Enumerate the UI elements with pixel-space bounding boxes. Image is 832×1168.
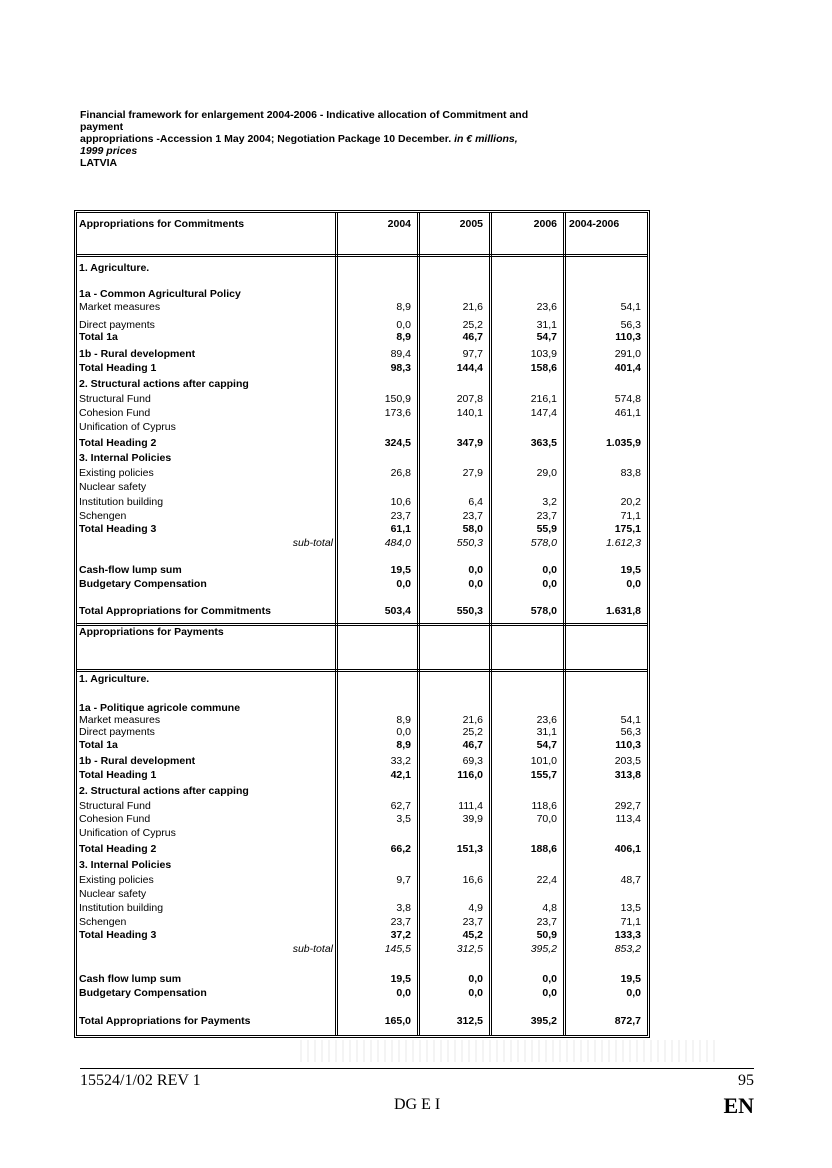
cell-value: 61,1	[390, 523, 411, 535]
cell-value: 58,0	[462, 523, 483, 535]
cell-value: 55,9	[536, 523, 557, 535]
cell-value: 165,0	[384, 1015, 411, 1027]
cell-value: 1.631,8	[605, 605, 641, 617]
cell-value: 0,0	[468, 973, 483, 985]
cell-value: 62,7	[390, 800, 411, 812]
row-label: 1. Agriculture.	[79, 262, 150, 274]
cell-value: 6,4	[468, 496, 483, 508]
cell-value: 19,5	[390, 564, 411, 576]
cell-value: 50,9	[536, 929, 557, 941]
cell-value: 484,0	[384, 537, 411, 549]
cell-value: 1.612,3	[605, 537, 641, 549]
cell-value: 56,3	[620, 319, 641, 331]
row-label: Unification of Cyprus	[79, 827, 176, 839]
row-label: Institution building	[79, 902, 164, 914]
cell-value: 54,7	[536, 331, 557, 343]
row-label: Total Heading 1	[79, 362, 157, 374]
cell-value: 46,7	[462, 739, 483, 751]
cell-value: 111,4	[458, 800, 483, 812]
cell-value: 71,1	[620, 916, 641, 928]
cell-value: 23,7	[390, 916, 411, 928]
cell-value: 23,7	[462, 510, 483, 522]
cell-value: 39,9	[462, 813, 483, 825]
row-label: Total 1a	[79, 739, 118, 751]
cell-value: 0,0	[626, 987, 641, 999]
row-divider	[77, 669, 647, 672]
cell-value: 461,1	[614, 407, 641, 419]
cell-value: 291,0	[614, 348, 641, 360]
cell-value: 20,2	[620, 496, 641, 508]
cell-value: 21,6	[462, 714, 483, 726]
cell-value: 0,0	[542, 578, 557, 590]
header-prices: 1999 prices	[80, 145, 138, 157]
cell-value: 0,0	[626, 578, 641, 590]
row-label: Institution building	[79, 496, 164, 508]
row-label: 3. Internal Policies	[79, 859, 172, 871]
cell-value: 0,0	[396, 726, 411, 738]
commitments-title: Appropriations for Commitments	[79, 218, 245, 230]
cell-value: 23,7	[462, 916, 483, 928]
row-label: Nuclear safety	[79, 888, 147, 900]
row-label: Existing policies	[79, 467, 154, 479]
cell-value: 66,2	[390, 843, 411, 855]
cell-value: 0,0	[396, 987, 411, 999]
row-label: 1. Agriculture.	[79, 673, 150, 685]
row-label: Schengen	[79, 510, 127, 522]
row-label: 1a - Politique agricole commune	[79, 702, 241, 714]
cell-value: 45,2	[462, 929, 483, 941]
payments-title: Appropriations for Payments	[79, 626, 224, 638]
cell-value: 173,6	[384, 407, 411, 419]
cell-value: 324,5	[384, 437, 411, 449]
row-label: 2. Structural actions after capping	[79, 378, 249, 390]
row-label: Market measures	[79, 301, 161, 313]
cell-value: 48,7	[620, 874, 641, 886]
cell-value: 13,5	[620, 902, 641, 914]
cell-value: 8,9	[396, 331, 411, 343]
cell-value: 503,4	[384, 605, 411, 617]
cell-value: 26,8	[390, 467, 411, 479]
row-label: Total Heading 2	[79, 843, 157, 855]
cell-value: 118,6	[531, 800, 557, 812]
cell-value: 175,1	[614, 523, 641, 535]
directorate: DG E I	[394, 1096, 441, 1113]
row-label: 1b - Rural development	[79, 755, 196, 767]
cell-value: 3,8	[396, 902, 411, 914]
row-label: 1b - Rural development	[79, 348, 196, 360]
cell-value: 313,8	[614, 769, 641, 781]
page-number: 95	[738, 1072, 754, 1089]
financial-table	[74, 210, 650, 1038]
cell-value: 23,7	[390, 510, 411, 522]
cell-value: 853,2	[614, 943, 641, 955]
row-label: Total Heading 1	[79, 769, 157, 781]
cell-value: 0,0	[396, 578, 411, 590]
row-label: Cohesion Fund	[79, 407, 151, 419]
row-label: Budgetary Compensation	[79, 578, 207, 590]
cell-value: 0,0	[468, 564, 483, 576]
cell-value: 33,2	[390, 755, 411, 767]
row-label: Cohesion Fund	[79, 813, 151, 825]
column-header-2006: 2006	[533, 218, 557, 230]
cell-value: 27,9	[462, 467, 483, 479]
column-header-2005: 2005	[459, 218, 483, 230]
cell-value: 97,7	[462, 348, 483, 360]
cell-value: 16,6	[462, 874, 483, 886]
cell-value: 8,9	[396, 739, 411, 751]
cell-value: 312,5	[456, 1015, 483, 1027]
row-label: Nuclear safety	[79, 481, 147, 493]
cell-value: 69,3	[462, 755, 483, 767]
cell-value: 574,8	[614, 393, 641, 405]
cell-value: 46,7	[462, 331, 483, 343]
row-label: Total Appropriations for Commitments	[79, 605, 271, 617]
cell-value: 216,1	[530, 393, 557, 405]
cell-value: 21,6	[462, 301, 483, 313]
header-line-2: payment	[80, 121, 124, 133]
row-label: Total Appropriations for Payments	[79, 1015, 251, 1027]
cell-value: 54,1	[620, 301, 641, 313]
cell-value: 550,3	[456, 605, 483, 617]
row-label: Schengen	[79, 916, 127, 928]
subtotal-label: sub-total	[292, 943, 333, 955]
cell-value: 103,9	[530, 348, 557, 360]
cell-value: 83,8	[620, 467, 641, 479]
cell-value: 23,6	[536, 714, 557, 726]
row-label: 2. Structural actions after capping	[79, 785, 249, 797]
cell-value: 578,0	[530, 605, 557, 617]
cell-value: 56,3	[620, 726, 641, 738]
cell-value: 145,5	[384, 943, 411, 955]
header-unit: in € millions,	[454, 133, 518, 145]
row-label: Budgetary Compensation	[79, 987, 207, 999]
cell-value: 22,4	[536, 874, 557, 886]
cell-value: 98,3	[390, 362, 411, 374]
cell-value: 151,3	[456, 843, 483, 855]
row-label: Direct payments	[79, 726, 155, 738]
cell-value: 144,4	[456, 362, 483, 374]
cell-value: 116,0	[457, 769, 483, 781]
cell-value: 19,5	[620, 973, 641, 985]
cell-value: 54,1	[620, 714, 641, 726]
cell-value: 578,0	[530, 537, 557, 549]
header-line-1: Financial framework for enlargement 2004-2006 - Indicative allocation of Commitment and	[80, 109, 529, 121]
cell-value: 147,4	[530, 407, 557, 419]
cell-value: 158,6	[530, 362, 557, 374]
cell-value: 25,2	[462, 726, 483, 738]
cell-value: 70,0	[536, 813, 557, 825]
cell-value: 113,4	[615, 813, 641, 825]
cell-value: 363,5	[530, 437, 557, 449]
cell-value: 0,0	[468, 578, 483, 590]
cell-value: 140,1	[456, 407, 483, 419]
cell-value: 23,7	[536, 510, 557, 522]
cell-value: 31,1	[536, 319, 557, 331]
cell-value: 347,9	[456, 437, 483, 449]
cell-value: 25,2	[462, 319, 483, 331]
footer-divider	[80, 1068, 754, 1069]
cell-value: 133,3	[614, 929, 641, 941]
cell-value: 150,9	[384, 393, 411, 405]
row-label: Structural Fund	[79, 393, 151, 405]
subtotal-label: sub-total	[292, 537, 333, 549]
cell-value: 550,3	[456, 537, 483, 549]
cell-value: 23,7	[536, 916, 557, 928]
row-label: Unification of Cyprus	[79, 421, 176, 433]
language-code: EN	[723, 1093, 754, 1118]
cell-value: 188,6	[530, 843, 557, 855]
cell-value: 19,5	[620, 564, 641, 576]
row-label: Total 1a	[79, 331, 118, 343]
column-header-2004: 2004	[387, 218, 411, 230]
cell-value: 312,5	[456, 943, 483, 955]
scan-artifact	[300, 1040, 720, 1062]
row-label: 1a - Common Agricultural Policy	[79, 288, 241, 300]
header-line-3-text: appropriations -Accession 1 May 2004; Negotiation Package 10 December.	[80, 133, 452, 145]
cell-value: 4,9	[468, 902, 483, 914]
cell-value: 54,7	[536, 739, 557, 751]
row-label: Structural Fund	[79, 800, 151, 812]
cell-value: 9,7	[396, 874, 411, 886]
cell-value: 155,7	[530, 769, 557, 781]
header-country: LATVIA	[80, 157, 118, 169]
cell-value: 42,1	[390, 769, 411, 781]
cell-value: 395,2	[530, 943, 557, 955]
document-code: 15524/1/02 REV 1	[80, 1072, 201, 1089]
cell-value: 0,0	[396, 319, 411, 331]
header-line-3	[80, 133, 570, 145]
cell-value: 395,2	[530, 1015, 557, 1027]
cell-value: 23,6	[536, 301, 557, 313]
cell-value: 101,0	[530, 755, 557, 767]
cell-value: 0,0	[468, 987, 483, 999]
row-label: Total Heading 3	[79, 523, 157, 535]
row-label: 3. Internal Policies	[79, 452, 172, 464]
row-label: Market measures	[79, 714, 161, 726]
cell-value: 3,2	[542, 496, 557, 508]
cell-value: 19,5	[390, 973, 411, 985]
cell-value: 406,1	[614, 843, 641, 855]
cell-value: 0,0	[542, 564, 557, 576]
cell-value: 203,5	[614, 755, 641, 767]
row-label: Total Heading 3	[79, 929, 157, 941]
row-label: Cash-flow lump sum	[79, 564, 182, 576]
row-label: Cash flow lump sum	[79, 973, 182, 985]
cell-value: 110,3	[615, 331, 641, 343]
document-header	[80, 109, 570, 169]
cell-value: 110,3	[615, 739, 641, 751]
cell-value: 1.035,9	[605, 437, 641, 449]
column-header-total: 2004-2006	[569, 218, 620, 230]
cell-value: 3,5	[396, 813, 411, 825]
row-label: Total Heading 2	[79, 437, 157, 449]
cell-value: 401,4	[614, 362, 641, 374]
cell-value: 89,4	[390, 348, 411, 360]
cell-value: 0,0	[542, 973, 557, 985]
cell-value: 71,1	[620, 510, 641, 522]
row-label: Existing policies	[79, 874, 154, 886]
cell-value: 872,7	[614, 1015, 641, 1027]
cell-value: 31,1	[536, 726, 557, 738]
row-divider	[77, 254, 647, 257]
cell-value: 8,9	[396, 714, 411, 726]
cell-value: 10,6	[390, 496, 411, 508]
cell-value: 8,9	[396, 301, 411, 313]
cell-value: 0,0	[542, 987, 557, 999]
cell-value: 207,8	[456, 393, 483, 405]
cell-value: 29,0	[536, 467, 557, 479]
cell-value: 37,2	[390, 929, 411, 941]
row-label: Direct payments	[79, 319, 155, 331]
cell-value: 4,8	[542, 902, 557, 914]
cell-value: 292,7	[614, 800, 641, 812]
